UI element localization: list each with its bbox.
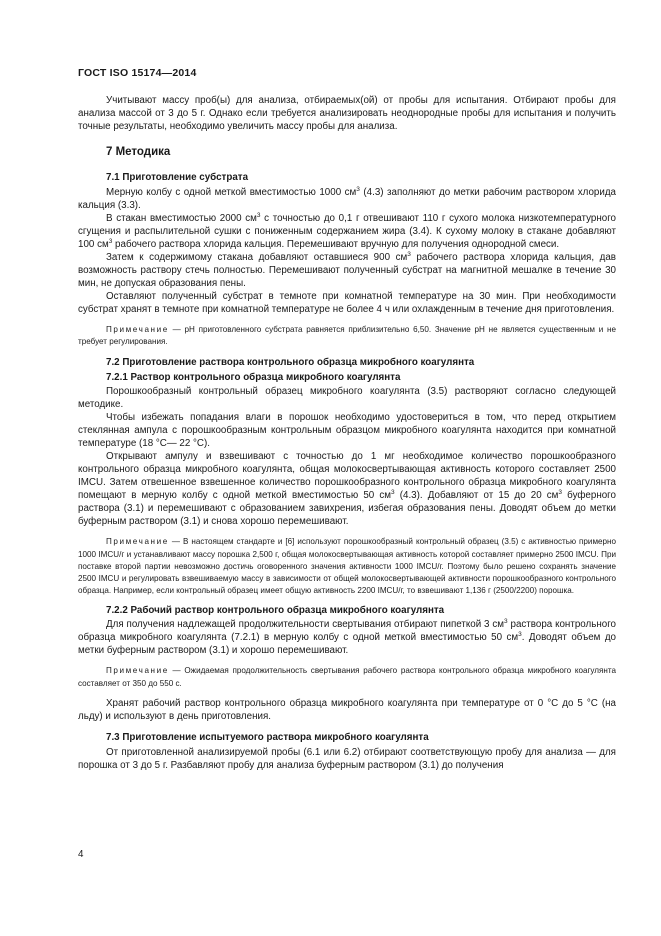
note-3: Примечание — Ожидаемая продолжительность свертывания рабочего раствора контрольного образца микробного коагулянта составляет от 350 до 550 с. bbox=[78, 666, 616, 688]
page-content bbox=[78, 94, 616, 772]
section-7-3-heading: 7.3 Приготовление испытуемого раствора микробного коагулянта bbox=[106, 731, 429, 743]
s721-paragraph-3: Открывают ампулу и взвешивают с точностью до 1 мг необходимое количество порошкообразного контрольного образца микробного коагулянта, общая молокосвертывающая активность которого составляет 2500 IMCU. Затем отвешенное взвешенное количество порошкообразного контрольного образца микробного коагулянта помещают в мерную колбу с одной меткой вместимостью 50 $см^3$ (4.3). Добавляют от 15 до 20 $см^3$ буферного раствора (3.1) и перемешивают с образованием завихрения, избегая образования пены. Доводят объем до метки буферным раствором (3.1) и снова хорошо перемешивают. bbox=[78, 451, 616, 528]
section-7-2-heading: 7.2 Приготовление раствора контрольного образца микробного коагулянта bbox=[106, 357, 475, 369]
s721-paragraph-1: Порошкообразный контрольный образец микробного коагулянта (3.5) растворяют согласно следующей методике. bbox=[78, 386, 616, 411]
section-7-1-heading: 7.1 Приготовление субстрата bbox=[106, 172, 249, 183]
note-2: Примечание — В настоящем стандарте и [6] используют порошкообразный контрольный образец (3.5) с активностью примерно 1000 IMCU/г и устанавливают массу порошка 2,500 г, общая молокосвертывающая активность которой составляет примерно 2500 IMCU. При поставке второй партии невозможно достичь оговоренного значения активности 1000 IMCU/г. Поэтому было решено сохранять значение 2500 IMCU и регулировать взвешиваемую массу в зависимости от общей молокосвертывающей активности порошкообразного контрольного образца. Например, если контрольный образец имеет общую активность 2200 IMCU/г, то взвешивают 1,136 г (2500/2200) порошка. bbox=[78, 537, 616, 596]
s73-paragraph-1: От приготовленной анализируемой пробы (6.1 или 6.2) отбирают соответствующую пробу для анализа — для порошка от 3 до 5 г. Разбавляют пробу для анализа буферным раствором (3.1) до получения bbox=[78, 746, 616, 771]
note-label: Примечание bbox=[106, 666, 169, 676]
s722-paragraph-2: Хранят рабочий раствор контрольного образца микробного коагулянта при температуре от 0 °С до 5 °С (на льду) и используют в день приготовления. bbox=[78, 697, 616, 722]
note-label: Примечание bbox=[106, 325, 169, 334]
section-7-2-1-heading: 7.2.1 Раствор контрольного образца микробного коагулянта bbox=[106, 372, 401, 384]
s721-paragraph-2: Чтобы избежать попадания влаги в порошок необходимо удостовериться в том, что перед открытием стеклянная ампула с порошкообразным контрольным образцом микробного коагулянта находится при комнатной температуре (18 °С— 22 °С). bbox=[78, 412, 616, 450]
standard-header: ГОСТ ISO 15174—2014 bbox=[78, 67, 197, 79]
section-7-heading: 7 Методика bbox=[106, 146, 171, 158]
s71-paragraph-1: Мерную колбу с одной меткой вместимостью 1000 $см^3$ (4.3) заполняют до метки рабочим раствором хлорида кальция (3.3). bbox=[78, 186, 616, 211]
intro-paragraph: Учитывают массу проб(ы) для анализа, отбираемых(ой) от пробы для испытания. Отбирают пробы для анализа массой от 3 до 5 г. Однако если требуется анализировать неоднородные пробы для испытания и получить точные результаты, необходимо увеличить массу пробы для анализа. bbox=[78, 95, 616, 132]
s71-paragraph-2: В стакан вместимостью 2000 $см^3$ с точностью до 0,1 г отвешивают 110 г сухого молока низкотемпературного сгущения и распылительной сушки с пониженным содержанием жира (3.4). К сухому молоку в стакане добавляют 100 $см^3$ рабочего раствора хлорида кальция. Перемешивают вручную для получения однородной смеси. bbox=[78, 212, 617, 250]
note-label: Примечание bbox=[106, 537, 169, 547]
s71-paragraph-3: Затем к содержимому стакана добавляют оставшиеся 900 $см^3$ рабочего раствора хлорида кальция, дав возможность раствору стечь полностью. Перемешивают полученный субстрат на магнитной мешалке в течение 30 мин, не допуская образования пены. bbox=[78, 251, 616, 289]
section-7-2-2-heading: 7.2.2 Рабочий раствор контрольного образца микробного коагулянта bbox=[106, 605, 445, 617]
page-number: 4 bbox=[78, 849, 84, 860]
s71-paragraph-4: Оставляют полученный субстрат в темноте при комнатной температуре на 30 мин. При необходимости субстрат хранят в темноте при комнатной температуре не более 4 ч или охлажденным в течение дня приготовления. bbox=[78, 291, 616, 315]
s722-paragraph-1: Для получения надлежащей продолжительности свертывания отбирают пипеткой 3 $см^3$ раствора контрольного образца микробного коагулянта (7.2.1) в мерную колбу с одной меткой вместимостью 50 $см^3$. Доводят объем до метки буферным раствором (3.1) и хорошо перемешивают. bbox=[78, 618, 617, 657]
note-1: Примечание — pH приготовленного субстрата равняется приблизительно 6,50. Значение pH не является существенным и не требует регулирования. bbox=[78, 325, 616, 347]
